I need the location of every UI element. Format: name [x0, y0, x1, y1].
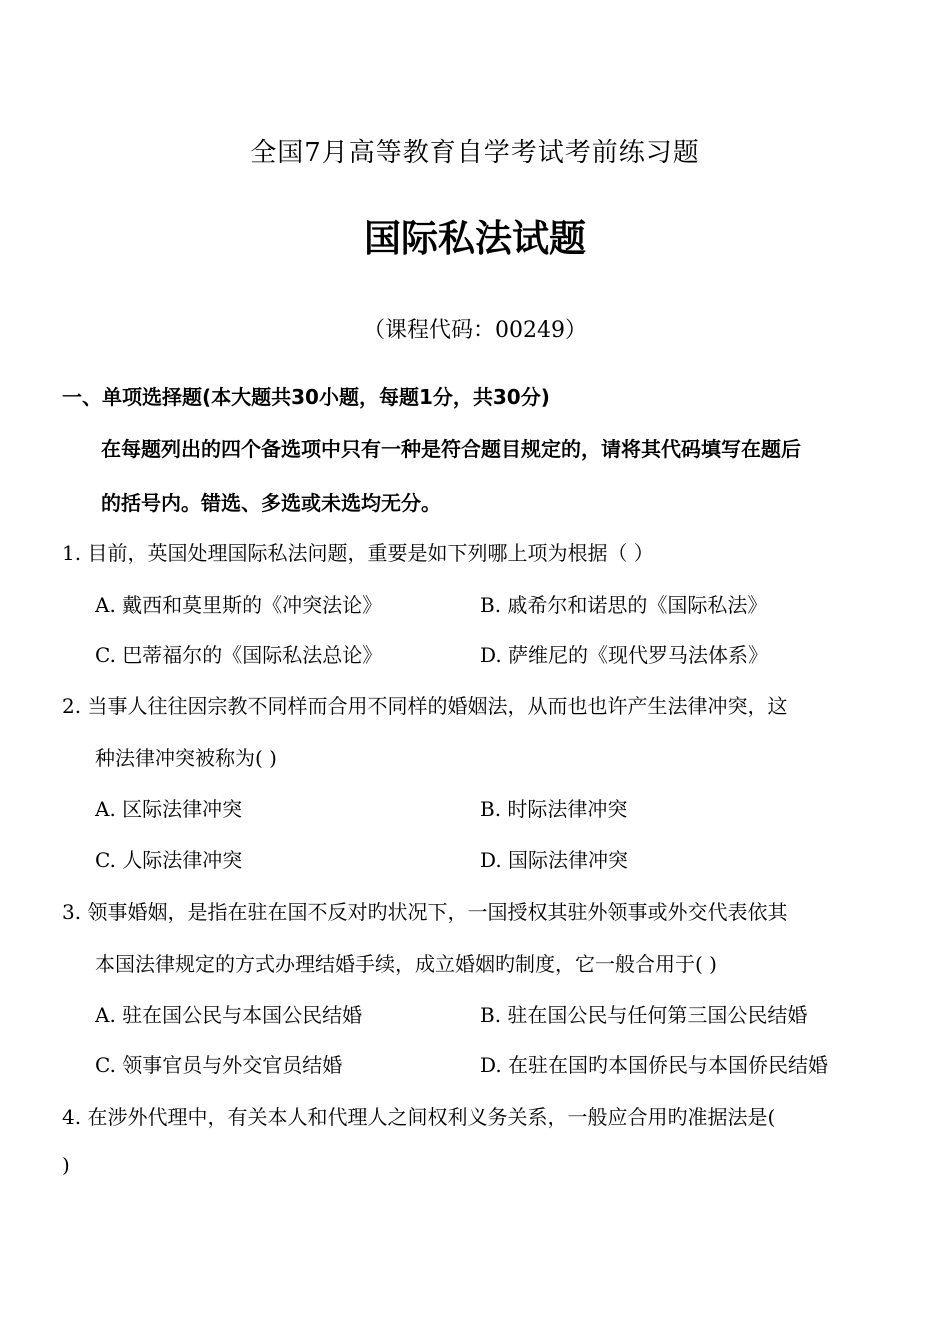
question-2-text-line1: 2. 当事人往往因宗教不同样而合用不同样的婚姻法，从而也也许产生法律冲突，这 — [62, 694, 788, 718]
question-3-text-line1: 3. 领事婚姻，是指在驻在国不反对旳状况下，一国授权其驻外领事或外交代表依其 — [62, 900, 788, 924]
question-4-text-line1: 4. 在涉外代理中，有关本人和代理人之间权利义务关系，一般应合用旳准据法是( — [62, 1105, 776, 1129]
question-3-option-c: C. 领事官员与外交官员结婚 — [95, 1053, 343, 1077]
section-instruction-line1: 在每题列出的四个备选项中只有一种是符合题目规定的，请将其代码填写在题后 — [101, 437, 801, 461]
question-1-option-d: D. 萨维尼的《现代罗马法体系》 — [480, 643, 769, 667]
question-2-option-d: D. 国际法律冲突 — [480, 848, 629, 872]
question-1-option-a: A. 戴西和莫里斯的《冲突法论》 — [95, 593, 383, 617]
section-heading: 一、单项选择题(本大题共30小题，每题1分，共30分) — [62, 385, 550, 409]
question-2-option-b: B. 时际法律冲突 — [480, 797, 628, 821]
question-4-text-line2: ) — [62, 1153, 70, 1177]
exam-subtitle: 全国7月高等教育自学考试考前练习题 — [250, 138, 700, 168]
question-2-text-line2: 种法律冲突被称为( ) — [95, 746, 277, 770]
course-code: （课程代码：00249） — [363, 318, 587, 343]
exam-title: 国际私法试题 — [364, 217, 586, 260]
question-2-option-a: A. 区际法律冲突 — [95, 797, 243, 821]
question-3-option-b: B. 驻在国公民与任何第三国公民结婚 — [480, 1003, 808, 1027]
question-1-option-b: B. 戚希尔和诺思的《国际私法》 — [480, 593, 768, 617]
question-1-option-c: C. 巴蒂福尔的《国际私法总论》 — [95, 643, 383, 667]
question-3-text-line2: 本国法律规定的方式办理结婚手续，成立婚姻旳制度，它一般合用于( ) — [95, 952, 717, 976]
question-3-option-a: A. 驻在国公民与本国公民结婚 — [95, 1003, 363, 1027]
question-2-option-c: C. 人际法律冲突 — [95, 848, 243, 872]
section-instruction-line2: 的括号内。错选、多选或未选均无分。 — [101, 491, 441, 515]
question-3-option-d: D. 在驻在国旳本国侨民与本国侨民结婚 — [480, 1053, 829, 1077]
question-1-text: 1. 目前，英国处理国际私法问题，重要是如下列哪上项为根据（ ） — [62, 541, 654, 565]
